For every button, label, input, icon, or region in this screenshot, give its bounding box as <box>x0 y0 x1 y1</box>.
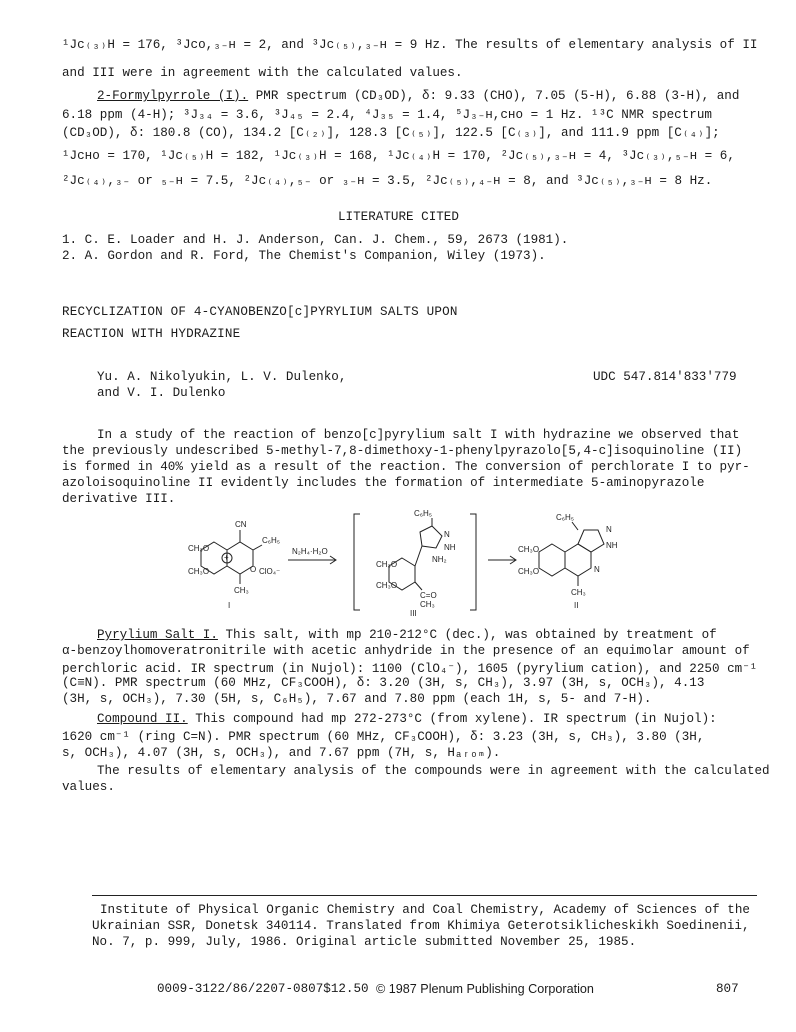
bracket-right <box>470 514 476 610</box>
scheme-n-1: N <box>444 530 450 539</box>
scheme-nh-1: NH <box>444 543 456 552</box>
scheme-co: C=O <box>420 591 437 600</box>
scheme-o: O <box>250 565 257 574</box>
compound-paragraph-line-3: s, OCH₃), 4.07 (3H, s, OCH₃), and 7.67 ppm (7H, s, Hₐᵣₒₘ). <box>62 746 501 760</box>
formylpyrrole-pmr: PMR spectrum (CD₃OD), δ: 9.33 (CHO), 7.05 (5-H), 6.88 (3-H), and <box>248 89 740 103</box>
compound-paragraph-line-1 <box>97 712 717 726</box>
institute-line-3: No. 7, p. 999, July, 1986. Original article submitted November 25, 1985. <box>92 935 637 949</box>
scheme-nh-2: NH <box>606 541 618 550</box>
salt-paragraph-line-5: (3H, s, OCH₃), 7.30 (5H, s, C₆H₅), 7.67 and 7.80 ppm (each 1H, s, 5- and 7-H). <box>62 692 652 706</box>
scheme-label-I: I <box>228 601 231 610</box>
closing-line-1: The results of elementary analysis of the compounds were in agreement with the calculated <box>97 764 770 778</box>
bracket-left <box>354 514 360 610</box>
copyright-notice: © 1987 Plenum Publishing Corporation <box>376 982 594 996</box>
scheme-och3-1: CH₃O <box>188 544 210 553</box>
footnote-divider <box>92 895 757 896</box>
formylpyrrole-heading: 2-Formylpyrrole (I). <box>97 89 249 103</box>
scheme-och3-4: CH₃O <box>376 581 398 590</box>
formylpyrrole-paragraph-line-4: ¹Jᴄʜᴏ = 170, ¹Jᴄ₍₅₎H = 182, ¹Jᴄ₍₃₎H = 168, ¹Jᴄ₍₄₎H = 170, ²Jᴄ₍₅₎,₃₋ʜ = 4, ³Jᴄ₍₃₎,₅₋ʜ = 6, <box>62 149 735 163</box>
scheme-och3-5: CH₃O <box>518 545 540 554</box>
salt-paragraph-line-3: perchloric acid. IR spectrum (in Nujol): 1100 (ClO₄⁻), 1605 (pyrylium cation), and 2250 cm⁻¹ <box>62 662 758 676</box>
institute-line-2: Ukrainian SSR, Donetsk 340114. Translated from Khimiya Geterotsiklicheskikh Soedinenii, <box>92 919 750 933</box>
scheme-och3-6: CH₃O <box>518 567 540 576</box>
authors-line-2: and V. I. Dulenko <box>97 386 226 400</box>
scheme-plus: + <box>224 553 229 562</box>
page-number: 807 <box>716 982 739 996</box>
literature-item-1: 1. C. E. Loader and H. J. Anderson, Can. J. Chem., 59, 2673 (1981). <box>62 233 569 247</box>
salt-text-1: This salt, with mp 210-212°C (dec.), was obtained by treatment of <box>217 628 717 642</box>
scheme-och3-2: CH₃O <box>188 567 210 576</box>
scheme-label-III: III <box>410 609 417 618</box>
reaction-scheme <box>170 508 640 618</box>
coupling-constants-line: ¹Jᴄ₍₃₎H = 176, ³Jᴄᴏ,₃₋ʜ = 2, and ³Jᴄ₍₅₎,₃₋ʜ = 9 Hz. The results of elementary analysis of II <box>62 38 758 52</box>
scheme-reagent: N₂H₄·H₂O <box>292 547 328 556</box>
scheme-n-2: N <box>606 525 612 534</box>
compound-heading: Compound II. <box>97 712 188 726</box>
salt-paragraph-line-1 <box>97 628 717 642</box>
journal-code: 0009-3122/86/2207-0807$12.50 <box>157 982 369 996</box>
formylpyrrole-paragraph-line-2: 6.18 ppm (4-H); ³J₃₄ = 3.6, ³J₄₅ = 2.4, ⁴J₃₅ = 1.4, ⁵J₃₋ʜ,ᴄʜᴏ = 1 Hz. ¹³C NMR spectrum <box>62 108 712 122</box>
formylpyrrole-paragraph-line-3: (CD₃OD), δ: 180.8 (CO), 134.2 [C₍₂₎], 128.3 [C₍₅₎], 122.5 [C₍₃₎], and 111.9 ppm [C₍₄₎]; <box>62 126 720 140</box>
compound-paragraph-line-2: 1620 cm⁻¹ (ring C=N). PMR spectrum (60 MHz, CF₃COOH), δ: 3.23 (3H, s, CH₃), 3.80 (3H, <box>62 730 705 744</box>
intro-line-5: derivative III. <box>62 492 176 506</box>
literature-cited-heading: LITERATURE CITED <box>338 210 459 224</box>
salt-paragraph-line-4: (C≡N). PMR spectrum (60 MHz, CF₃COOH), δ: 3.20 (3H, s, CH₃), 3.97 (3H, s, OCH₃), 4.13 <box>62 676 705 690</box>
formylpyrrole-paragraph-line-5: ²Jᴄ₍₄₎,₃₋ or ₅₋ʜ = 7.5, ²Jᴄ₍₄₎,₅₋ or ₃₋ʜ = 3.5, ²Jᴄ₍₅₎,₄₋ʜ = 8, and ³Jᴄ₍₅₎,₃₋ʜ = 8 Hz. <box>62 174 713 188</box>
compound-text-1: This compound had mp 272-273°C (from xylene). IR spectrum (in Nujol): <box>187 712 717 726</box>
udc-code: UDC 547.814'833'779 <box>593 370 737 384</box>
scheme-ch3-2: CH₃ <box>420 600 435 609</box>
scheme-label-II: II <box>574 601 579 610</box>
scheme-c6h5-2: C₆H₅ <box>414 509 433 518</box>
compound-III-pyrazole-ring <box>420 526 442 548</box>
scheme-ch3-3: CH₃ <box>571 588 586 597</box>
scheme-ch3-1: CH₃ <box>234 586 249 595</box>
elementary-analysis-line: and III were in agreement with the calculated values. <box>62 66 463 80</box>
salt-paragraph-line-2: α-benzoylhomoveratronitrile with acetic anhydride in the presence of an equimolar amount of <box>62 644 750 658</box>
intro-line-2: the previously undescribed 5-methyl-7,8-dimethoxy-1-phenylpyrazolo[5,4-c]isoquinoline (II) <box>62 444 743 458</box>
scheme-nh2: NH₂ <box>432 555 447 564</box>
closing-line-2: values. <box>62 780 115 794</box>
scheme-och3-3: CH₃O <box>376 560 398 569</box>
compound-II-pyridine-ring <box>565 544 591 576</box>
intro-line-4: azoloisoquinoline II evidently includes the formation of intermediate 5-aminopyrazole <box>62 476 705 490</box>
scheme-cn: CN <box>235 520 247 529</box>
institute-line-1: Institute of Physical Organic Chemistry and Coal Chemistry, Academy of Sciences of the <box>100 903 750 917</box>
scheme-n-3: N <box>594 565 600 574</box>
literature-item-2: 2. A. Gordon and R. Ford, The Chemist's Companion, Wiley (1973). <box>62 249 546 263</box>
compound-II-pyrazole-ring <box>578 530 604 552</box>
authors-line-1: Yu. A. Nikolyukin, L. V. Dulenko, <box>97 370 347 384</box>
article-title-line-2: REACTION WITH HYDRAZINE <box>62 327 241 341</box>
scheme-c6h5-3: C₆H₅ <box>556 513 575 522</box>
intro-line-3: is formed in 40% yield as a result of the reaction. The conversion of perchlorate I to pyr- <box>62 460 750 474</box>
salt-heading: Pyrylium Salt I. <box>97 628 218 642</box>
article-title-line-1: RECYCLIZATION OF 4-CYANOBENZO[c]PYRYLIUM SALTS UPON <box>62 305 458 319</box>
scheme-clo4: ClO₄⁻ <box>259 567 281 576</box>
formylpyrrole-paragraph-line-1 <box>97 89 739 103</box>
compound-II-benzene-ring <box>539 544 565 576</box>
scheme-c6h5-1: C₆H₅ <box>262 536 281 545</box>
intro-line-1: In a study of the reaction of benzo[c]pyrylium salt I with hydrazine we observed that <box>97 428 740 442</box>
